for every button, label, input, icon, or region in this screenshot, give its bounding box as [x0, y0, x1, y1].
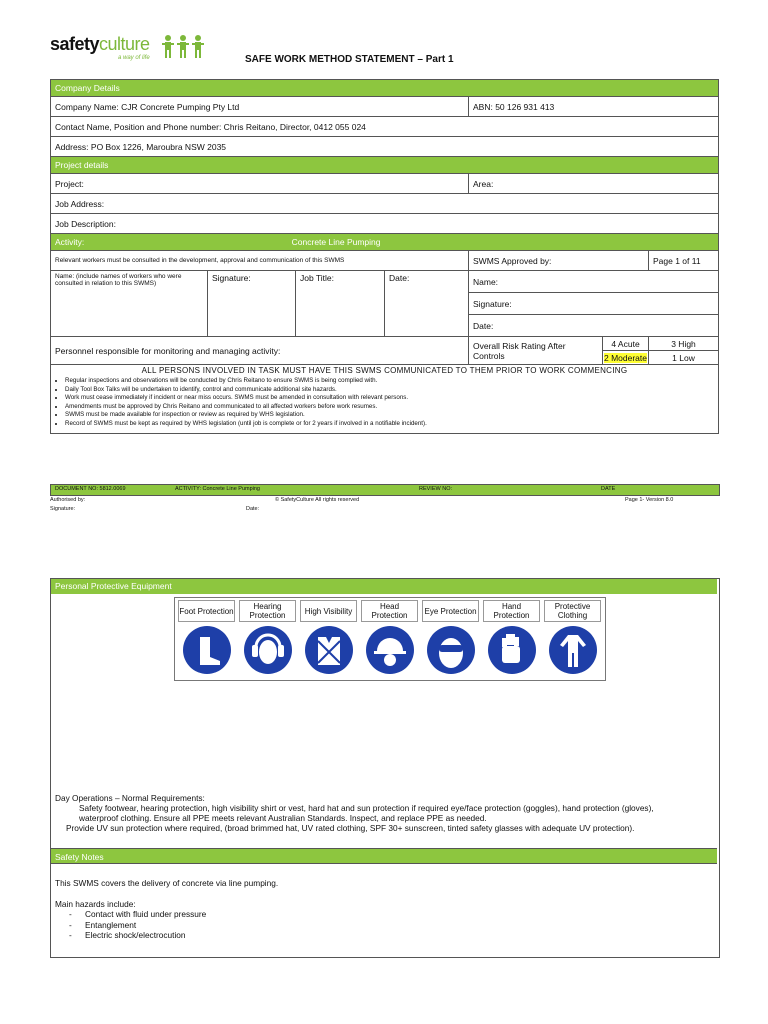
document-title: SAFE WORK METHOD STATEMENT – Part 1 [245, 54, 454, 65]
safety-intro: This SWMS covers the delivery of concrete via line pumping. [55, 878, 279, 888]
ppe-label: Eye Protection [422, 600, 479, 622]
page-number: Page 1 of 11 [649, 251, 719, 271]
activity-value: Concrete Line Pumping [291, 237, 381, 247]
ppe-icon-strip [174, 597, 606, 681]
risk-high: 3 High [649, 337, 719, 351]
requirement-item: • Amendments must be approved by Chris Reitano and communicated to all affected workers before work resumes. [65, 403, 714, 412]
requirement-item: • Work must cease immediately if incident or near miss occurs. SWMS must be amended in consultation with relevant persons. [65, 394, 714, 403]
footer-activity: ACTIVITY: Concrete Line Pumping [175, 486, 260, 492]
personnel-responsible: Personnel responsible for monitoring and managing activity: [51, 337, 469, 365]
ppe-label: High Visibility [300, 600, 357, 622]
approver-name: Name: [469, 271, 719, 293]
ppe-protective-clothing [544, 600, 601, 675]
ppe-hearing-protection [239, 600, 296, 675]
consulted-date-column: Date: [385, 271, 469, 337]
footer-authorised: Authorised by: [50, 497, 86, 503]
consulted-signature-column: Signature: [208, 271, 296, 337]
requirements-list [55, 377, 714, 429]
goggles-icon [426, 625, 476, 675]
logo-text-safety: safety [50, 34, 100, 54]
requirement-item: • Daily Tool Box Talks will be undertaken to identify, control and communicate additional site hazards. [65, 386, 714, 395]
swms-approved-by: SWMS Approved by: [469, 251, 649, 271]
footer-doc-no: DOCUMENT NO: 5812.0069 [55, 486, 126, 492]
notice-block [51, 365, 719, 434]
ppe-eye-protection [422, 600, 479, 675]
ppe-label: Hearing Protection [239, 600, 296, 622]
activity-header [51, 234, 719, 251]
ppe-label: Hand Protection [483, 600, 540, 622]
footer-page-version: Page 1- Version 8.0 [625, 497, 674, 503]
footer-date: DATE [601, 486, 616, 492]
swms-main-table [50, 79, 719, 434]
ppe-foot-protection [178, 600, 235, 675]
day-operations-requirements [55, 793, 720, 833]
ppe-high-visibility [300, 600, 357, 675]
requirement-item: • Record of SWMS must be kept as required by WHS legislation (until job is complete or for 2 years if involved in a notifiable incident). [65, 420, 714, 429]
approver-signature: Signature: [469, 293, 719, 315]
consultation-note: Relevant workers must be consulted in the development, approval and communication of this SWMS [51, 251, 469, 271]
ppe-hand-protection [483, 600, 540, 675]
safetyculture-logo [50, 34, 150, 55]
ops-title: Day Operations – Normal Requirements: [55, 793, 205, 803]
requirement-item: • SWMS must be made available for inspection or review as required by WHS legislation. [65, 411, 714, 420]
job-address-field: Job Address: [51, 194, 719, 214]
ppe-label: Head Protection [361, 600, 418, 622]
hazard-item: - Contact with fluid under pressure [69, 909, 655, 920]
footer-bar [50, 484, 720, 496]
activity-label: Activity: [55, 237, 85, 247]
ear-muffs-icon [243, 625, 293, 675]
footer-review: REVIEW NO: [419, 486, 453, 492]
hazard-item: - Entanglement [69, 920, 655, 931]
footer-rights: © SafetyCulture All rights reserved [275, 497, 360, 503]
ppe-head-protection [361, 600, 418, 675]
safety-notes-body [55, 878, 655, 941]
project-field: Project: [51, 174, 469, 194]
hi-vis-vest-icon [304, 625, 354, 675]
safety-notes-header: Safety Notes [51, 848, 717, 864]
risk-moderate-highlight: 2 Moderate [604, 352, 647, 363]
company-address: Address: PO Box 1226, Maroubra NSW 2035 [51, 137, 719, 157]
people-figures-icon [162, 34, 206, 60]
ops-line: Provide UV sun protection where required, (broad brimmed hat, UV rated clothing, SPF 30+ sunscreen, tinted safety glasses with adequate UV protection). [66, 823, 635, 833]
ops-line: waterproof clothing. Ensure all PPE meets relevant Australian Standards. Inspect, and replace PPE as needed. [79, 813, 487, 823]
ppe-label: Foot Protection [178, 600, 235, 622]
communication-notice: ALL PERSONS INVOLVED IN TASK MUST HAVE THIS SWMS COMMUNICATED TO THEM PRIOR TO WORK COMMENCING [141, 366, 628, 375]
footer-date-label: Date: [246, 506, 260, 512]
hazards-title: Main hazards include: [55, 898, 136, 909]
company-name: Company Name: CJR Concrete Pumping Pty Ltd [51, 97, 469, 117]
requirement-item: • Regular inspections and observations will be conducted by Chris Reitano to ensure SWMS is being complied with. [65, 377, 714, 386]
hard-hat-icon [365, 625, 415, 675]
approver-date: Date: [469, 315, 719, 337]
job-description-field: Job Description: [51, 214, 719, 234]
overalls-icon [548, 625, 598, 675]
ppe-label: Protective Clothing [544, 600, 601, 622]
consulted-job-title-column: Job Title: [296, 271, 385, 337]
ops-line: Safety footwear, hearing protection, high visibility shirt or vest, hard hat and sun protection if required eye/face protection (goggles), hand protection (gloves), [79, 803, 654, 813]
company-details-header: Company Details [51, 80, 719, 97]
project-details-header: Project details [51, 157, 719, 174]
boot-icon [182, 625, 232, 675]
area-field: Area: [469, 174, 719, 194]
consulted-name-column: Name: (include names of workers who were consulted in relation to this SWMS) [51, 271, 208, 337]
hazards-list [55, 909, 655, 941]
footer-signature: Signature: [50, 506, 76, 512]
risk-acute: 4 Acute [603, 337, 649, 351]
company-abn: ABN: 50 126 931 413 [469, 97, 719, 117]
ppe-header: Personal Protective Equipment [51, 579, 717, 594]
risk-moderate [603, 351, 649, 365]
glove-icon [487, 625, 537, 675]
hazard-item: - Electric shock/electrocution [69, 930, 655, 941]
overall-risk-label: Overall Risk Rating After Controls [469, 337, 603, 365]
logo-text-culture: culture [99, 34, 150, 54]
logo-tagline: a way of life [118, 55, 150, 61]
contact-info: Contact Name, Position and Phone number: Chris Reitano, Director, 0412 055 024 [51, 117, 719, 137]
risk-low: 1 Low [649, 351, 719, 365]
